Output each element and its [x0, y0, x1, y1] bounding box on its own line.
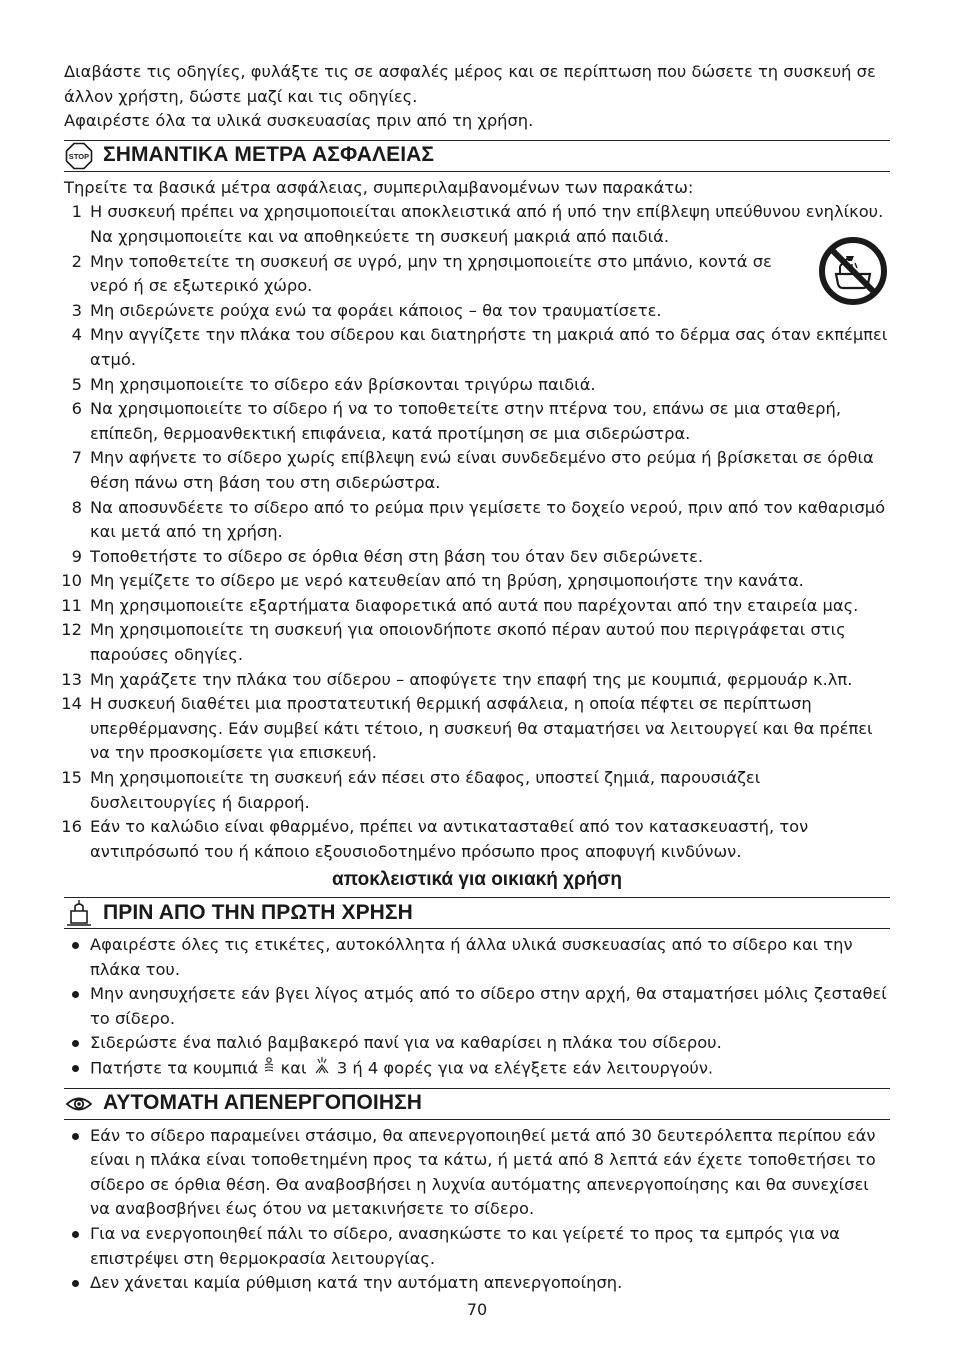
list-item: 1 Η συσκευή πρέπει να χρησιμοποιείται αποκλειστικά από ή υπό την επίβλεψη υπεύθυνου ενηλίκου. Να χρησιμοποιείτε και να αποθηκεύετε τη συσκευή μακριά από παιδιά.: [71, 202, 884, 246]
first-use-heading: [64, 897, 890, 929]
list-item: 2 Μην τοποθετείτε τη συσκευή σε υγρό, μην τη χρησιμοποιείτε στο μπάνιο, κοντά σε νερό ή σε εξωτερικό χώρο.: [71, 251, 772, 296]
list-item: 6 Να χρησιμοποιείτε το σίδερο ή να το τοποθετείτε στην πτέρνα του, επάνω σε μια σταθερή, επίπεδη, θερμοανθεκτική επιφάνεια, κατά προτίμηση σε μια σιδερώστρα.: [71, 399, 842, 443]
list-item: Εάν το σίδερο παραμείνει στάσιμο, θα απενεργοποιηθεί μετά από 30 δευτερόλεπτα περίπου εάν είναι η πλάκα είναι τοποθετημένη προς τα κάτω, ή μετά από 8 λεπτά εάν έχετε τοποθετήσει το σίδερο σε όρθια θέση. Θα αναβοσβήσει η λυχνία αυτόματης απενεργοποίησης και θα συνεχίσει να αναβοσβήνει έως ότου να μετακινήσετε το σίδερο.: [64, 1124, 890, 1222]
list-item: Για να ενεργοποιηθεί πάλι το σίδερο, ανασηκώστε το και γείρετέ το προς τα εμπρός για να επιστρέψει στη θερμοκρασία λειτουργίας.: [64, 1222, 890, 1271]
no-bathroom-use-icon: [818, 236, 888, 314]
safety-lead: Τηρείτε τα βασικά μέτρα ασφάλειας, συμπεριλαμβανομένων των παρακάτω:: [64, 177, 694, 197]
safety-list: [61, 200, 890, 864]
stop-icon: [64, 142, 94, 170]
list-item: 4 Μην αγγίζετε την πλάκα του σίδερου και διατηρήστε τη μακριά από το δέρμα σας όταν εκπέμπει ατμό.: [71, 325, 888, 369]
list-item: 13 Μη χαράζετε την πλάκα του σίδερου – αποφύγετε την επαφή της με κουμπιά, φερμουάρ κ.λπ.: [61, 669, 853, 689]
list-item: Αφαιρέστε όλες τις ετικέτες, αυτοκόλλητα ή άλλα υλικά συσκευασίας από το σίδερο και την πλάκα του.: [64, 933, 890, 982]
list-item: 12 Μη χρησιμοποιείτε τη συσκευή για οποιονδήποτε σκοπό πέραν αυτού που περιγράφεται στις παρούσες οδηγίες.: [61, 620, 846, 665]
list-item: Μην ανησυχήσετε εάν βγει λίγος ατμός από το σίδερο στην αρχή, θα σταματήσει μόλις ζεσταθεί το σίδερο.: [64, 982, 890, 1031]
safety-title: ΣΗΜΑΝΤΙΚΑ ΜΕΤΡΑ ΑΣΦΑΛΕΙΑΣ: [103, 143, 435, 167]
list-item: 9 Τοποθετήστε το σίδερο σε όρθια θέση στη βάση του όταν δεν σιδερώνετε.: [71, 546, 704, 566]
auto-off-title: ΑΥΤΟΜΑΤΗ ΑΠΕΝΕΡΓΟΠΟΙΗΣΗ: [103, 1091, 423, 1115]
list-item: 16 Εάν το καλώδιο είναι φθαρμένο, πρέπει να αντικατασταθεί από τον κατασκευαστή, τον αντιπρόσωπό του ή κάποιο εξουσιοδοτημένο πρόσωπο προς αποφυγή κινδύνων.: [61, 817, 809, 861]
list-item: 10 Μη γεμίζετε το σίδερο με νερό κατευθείαν από τη βρύση, χρησιμοποιήστε την κανάτα.: [61, 571, 804, 591]
svg-text:STOP: STOP: [68, 151, 90, 161]
spray-button-icon: [263, 1056, 275, 1082]
first-use-title: ΠΡΙΝ ΑΠΟ ΤΗΝ ΠΡΩΤΗ ΧΡΗΣΗ: [103, 900, 413, 924]
list-item: 14 Η συσκευή διαθέτει μια προστατευτική θερμική ασφάλεια, η οποία πέφτει σε περίπτωση υπερθέρμανσης. Εάν συμβεί κάτι τέτοιο, η συσκευή θα σταματήσει να λειτουργεί και θα πρέπει να την προσκομίσετε για επισκευή.: [61, 694, 873, 763]
list-item: 15 Μη χρησιμοποιείτε τη συσκευή εάν πέσει στο έδαφος, υποστεί ζημιά, παρουσιάζει δυσλειτουργίες ή διαρροή.: [61, 768, 761, 812]
list-item: 3 Μη σιδερώνετε ρούχα ενώ τα φοράει κάποιος – θα τον τραυματίσετε.: [71, 300, 662, 320]
list-item: 7 Μην αφήνετε το σίδερο χωρίς επίβλεψη ενώ είναι συνδεδεμένο στο ρεύμα ή βρίσκεται σε όρθια θέση πάνω στη βάση του στη σιδερώστρα.: [71, 448, 874, 492]
list-item: Πατήστε τα κουμπιά και 3 ή 4 φορές για να ελέγξετε εάν λειτουργούν.: [64, 1056, 890, 1082]
document-page: [61, 60, 890, 1296]
list-item: 11 Μη χρησιμοποιείτε εξαρτήματα διαφορετικά από αυτά που παρέχονται από την εταιρεία μας.: [61, 595, 859, 615]
list-item: Δεν χάνεται καμία ρύθμιση κατά την αυτόματη απενεργοποίηση.: [64, 1271, 890, 1296]
household-use-note: αποκλειστικά για οικιακή χρήση: [331, 869, 623, 891]
page-number: 70: [466, 1300, 488, 1319]
intro-paragraph: Διαβάστε τις οδηγίες, φυλάξτε τις σε ασφαλές μέρος και σε περίπτωση που δώσετε τη συσκευή σε άλλον χρήστη, δώστε μαζί και τις οδηγίες.: [64, 62, 876, 106]
intro-packaging-note: Αφαιρέστε όλα τα υλικά συσκευασίας πριν από τη χρήση.: [64, 111, 534, 131]
list-item: 8 Να αποσυνδέετε το σίδερο από το ρεύμα πριν γεμίσετε το δοχείο νερού, πριν από τον καθαρισμό και μετά από τη χρήση.: [71, 497, 886, 542]
eye-icon: [64, 1090, 94, 1118]
first-use-list: [64, 933, 890, 1082]
iron-upright-icon: [64, 899, 94, 927]
list-item: Σιδερώστε ένα παλιό βαμβακερό πανί για να καθαρίσει η πλάκα του σίδερου.: [64, 1031, 890, 1056]
auto-off-list: [64, 1124, 890, 1296]
steam-shot-button-icon: [312, 1056, 332, 1082]
auto-off-heading: [64, 1088, 890, 1120]
list-item: 5 Μη χρησιμοποιείτε το σίδερο εάν βρίσκονται τριγύρω παιδιά.: [71, 374, 596, 394]
safety-heading: [64, 140, 890, 172]
